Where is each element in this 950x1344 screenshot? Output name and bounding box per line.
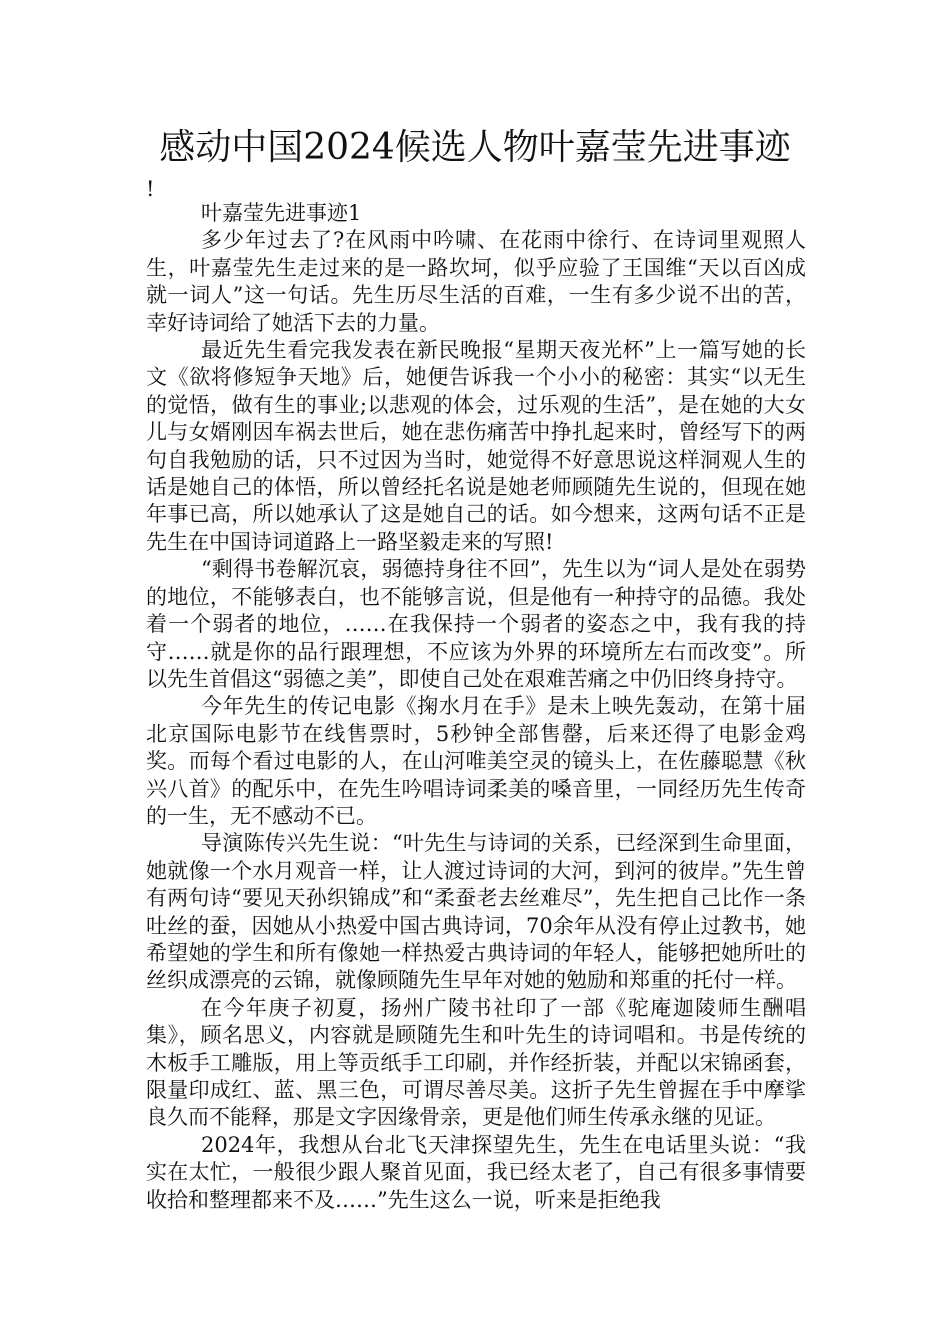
paragraph-7: 2024年，我想从台北飞天津探望先生，先生在电话里头说：“我实在太忙，一般很少跟人聚首见面，我已经太老了，自己有很多事情要收拾和整理都来不及……”先生这么一说，听来是拒绝我: [146, 1132, 806, 1212]
paragraph-2: 最近先生看完我发表在新民晚报“星期天夜光杯”上一篇写她的长文《欲将修短争天地》后，她便告诉我一个小小的秘密：其实“以无生的觉悟，做有生的事业;以悲观的体会，过乐观的生活”，是在她的大女儿与女婿刚因车祸去世后，她在悲伤痛苦中挣扎起来时，曾经写下的两句自我勉励的话，只不过因为当时，她觉得不好意思说这样洞观人生的话是她自己的体悟，所以曾经托名说是她老师顾随先生说的，但现在她年事已高，所以她承认了这是她自己的话。如今想来，这两句话不正是先生在中国诗词道路上一路坚毅走来的写照!: [146, 338, 806, 554]
paragraph-5: 导演陈传兴先生说：“叶先生与诗词的关系，已经深到生命里面，她就像一个水月观音一样，让人渡过诗词的大河，到河的彼岸。”先生曾有两句诗“要见天孙织锦成”和“柔蚕老去丝难尽”，先生把自己比作一条吐丝的蚕，因她从小热爱中国古典诗词，70余年从没有停止过教书，她希望她的学生和所有像她一样热爱古典诗词的年轻人，能够把她所吐的丝织成漂亮的云锦，就像顾随先生早年对她的勉励和郑重的托付一样。: [146, 831, 806, 993]
document-title: 感动中国2024候选人物叶嘉莹先进事迹: [159, 127, 791, 168]
paragraph-4: 今年先生的传记电影《掬水月在手》是未上映先轰动，在第十届北京国际电影节在线售票时，5秒钟全部售罄，后来还得了电影金鸡奖。而每个看过电影的人，在山河唯美空灵的镜头上，在佐藤聪慧《秋兴八首》的配乐中，在先生吟唱诗词柔美的嗓音里，一同经历先生传奇的一生，无不感动不已。: [146, 694, 806, 828]
document-body: [146, 200, 806, 1214]
stray-mark: !: [146, 177, 155, 201]
paragraph-3: “剩得书卷解沉哀，弱德持身往不回”，先生以为“词人是处在弱势的地位，不能够表白，也不能够言说，但是他有一种持守的品德。我处着一个弱者的地位，……在我保持一个弱者的姿态之中，我有我的持守……就是你的品行跟理想，不应该为外界的环境所左右而改变”。所以先生首倡这“弱德之美”，即使自己处在艰难苦痛之中仍旧终身持守。: [146, 557, 806, 691]
section-subtitle: 叶嘉莹先进事迹1: [201, 201, 362, 225]
paragraph-6: 在今年庚子初夏，扬州广陵书社印了一部《驼庵迦陵师生酬唱集》，顾名思义，内容就是顾随先生和叶先生的诗词唱和。书是传统的木板手工雕版，用上等贡纸手工印刷，并作经折装，并配以宋锦函套，限量印成红、蓝、黑三色，可谓尽善尽美。这折子先生曾握在手中摩挲良久而不能释，那是文字因缘骨亲，更是他们师生传承永继的见证。: [146, 995, 806, 1130]
paragraph-1: 多少年过去了?在风雨中吟啸、在花雨中徐行、在诗词里观照人生，叶嘉莹先生走过来的是一路坎坷，似乎应验了王国维“天以百凶成就一词人”这一句话。先生历尽生活的百难，一生有多少说不出的苦，幸好诗词给了她活下去的力量。: [146, 228, 806, 335]
